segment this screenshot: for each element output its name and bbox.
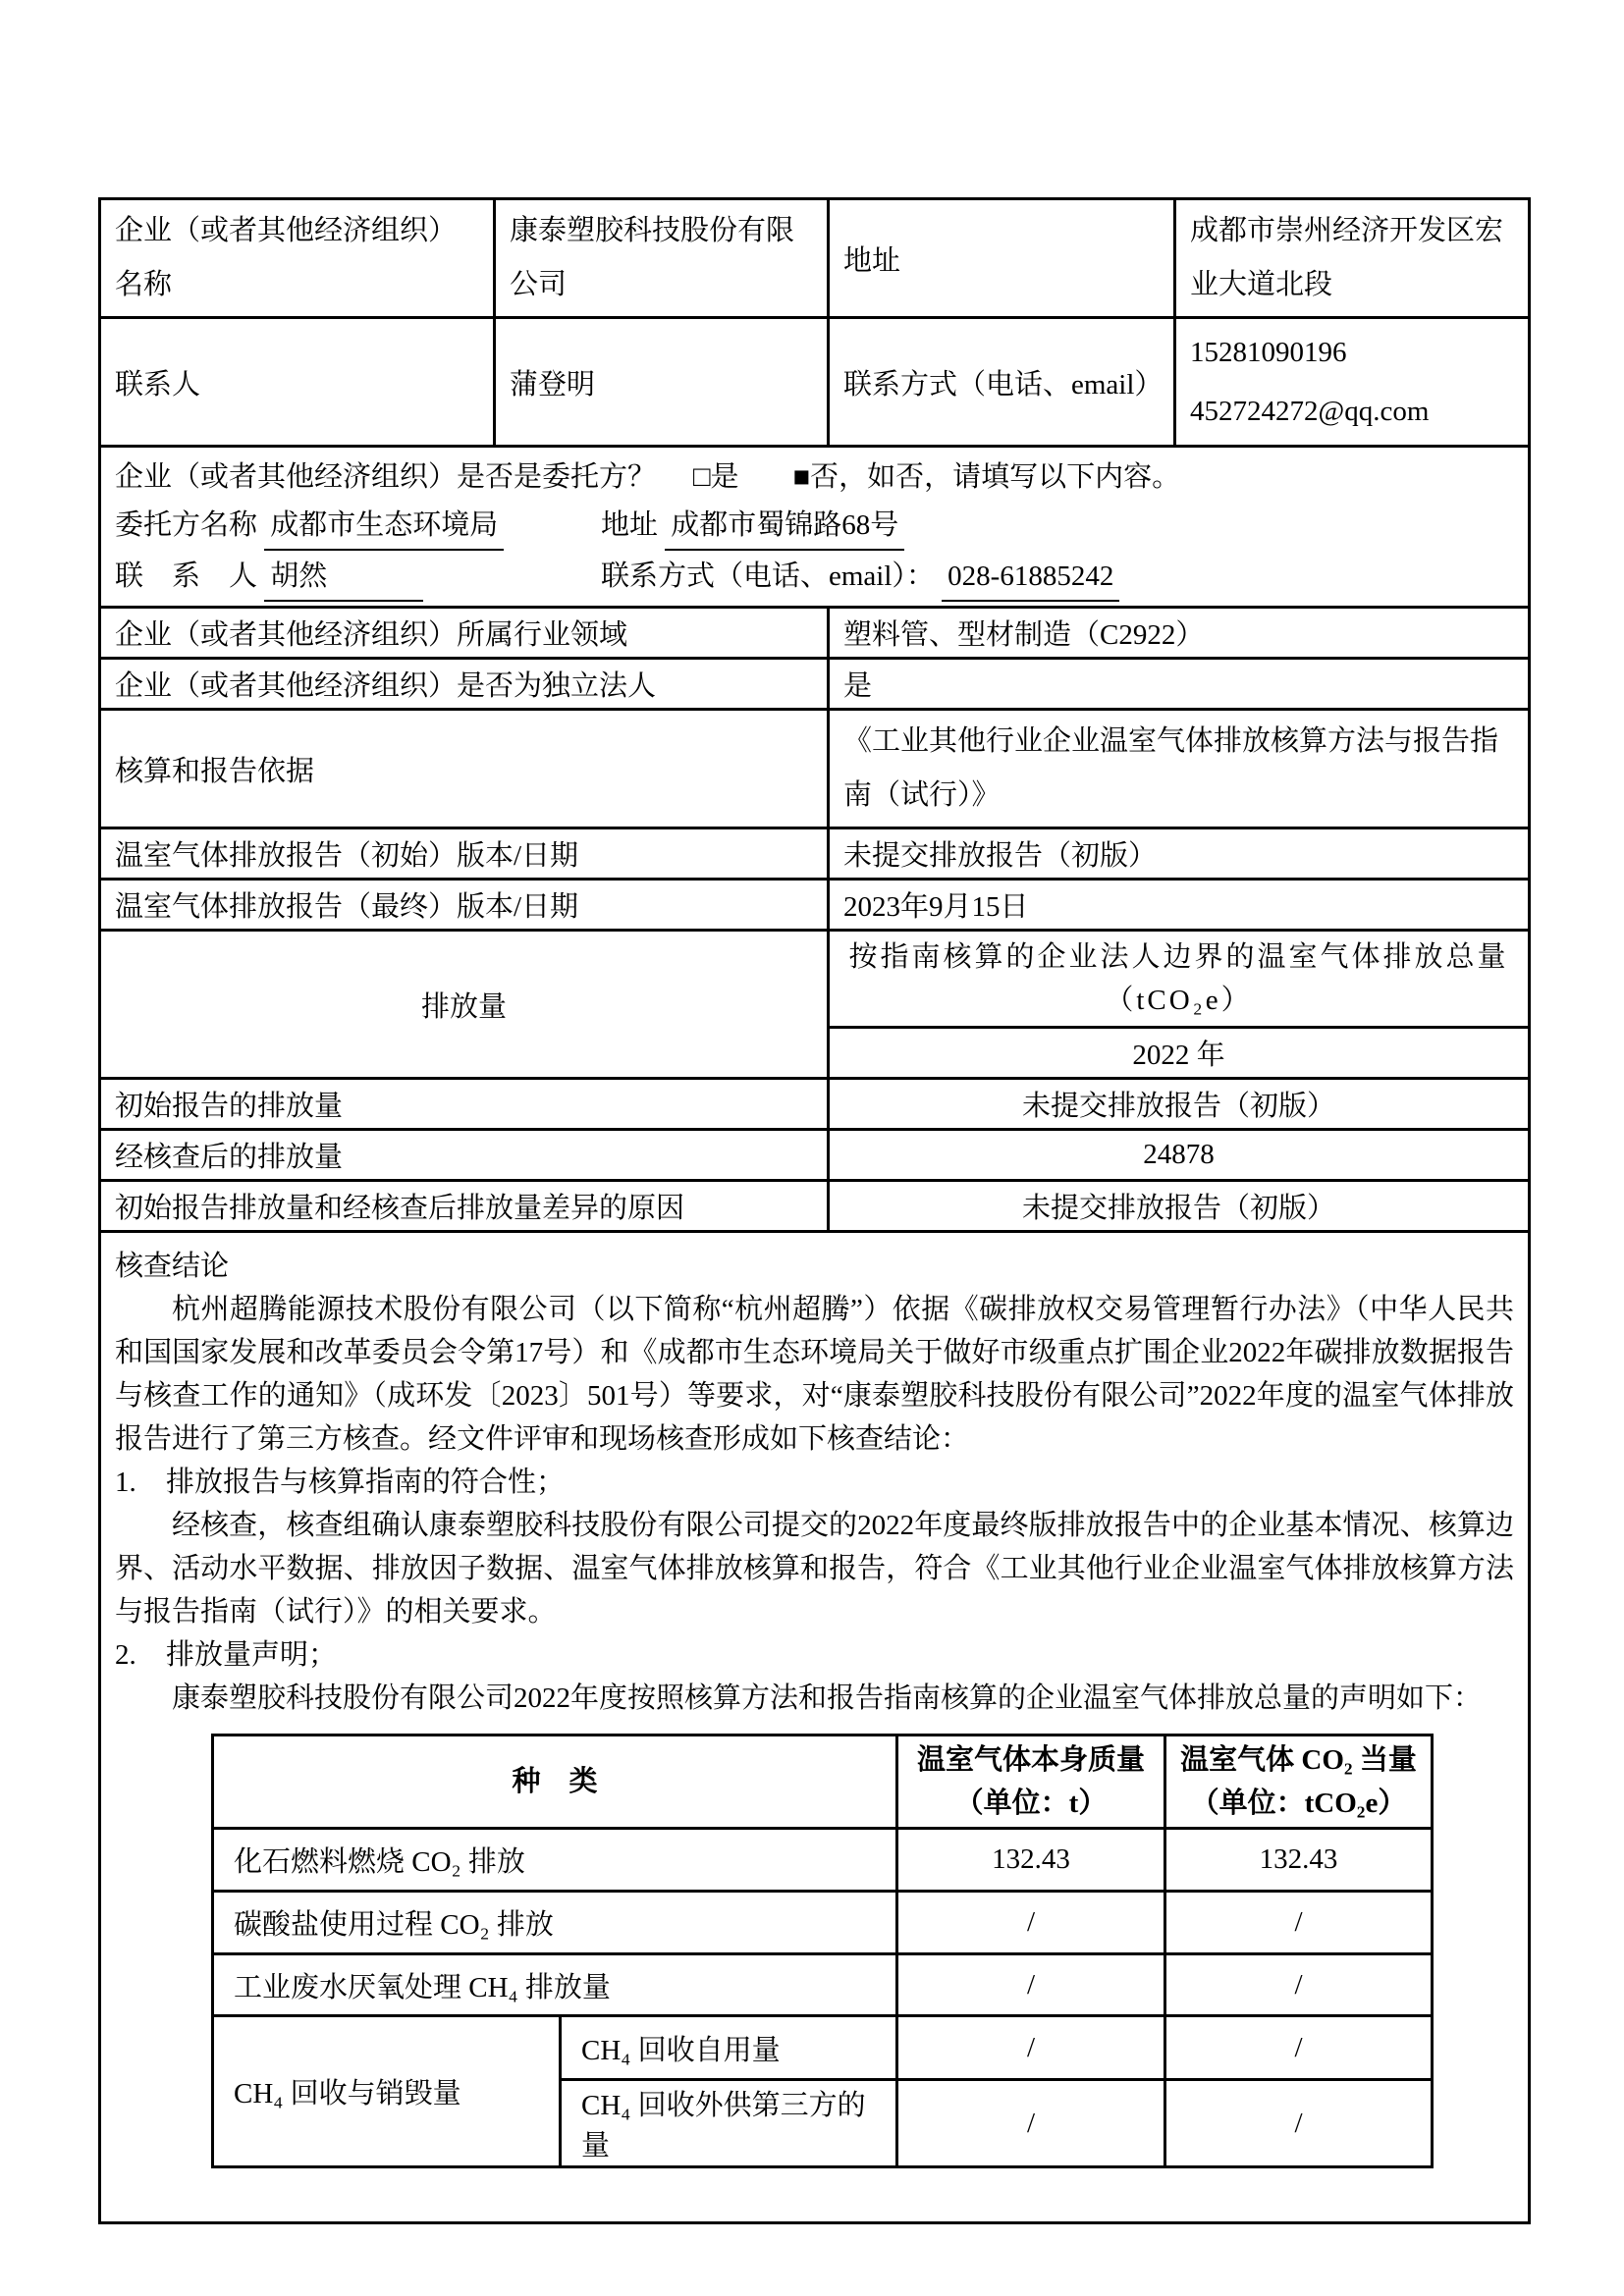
- checkbox-no-option: ■否，如否，请填写以下内容。: [792, 461, 1181, 493]
- client-name-line: [115, 504, 1514, 551]
- client-question: 企业（或者其他经济组织）是否是委托方？: [115, 461, 657, 493]
- conclusion-item-1: [115, 1461, 1514, 1504]
- initial-emission-value: 未提交排放报告（初版）: [829, 1079, 1530, 1130]
- item-2-number: 2.: [115, 1639, 136, 1671]
- client-contact-label: 联 系 人: [115, 561, 258, 592]
- industry-row: [100, 608, 1530, 659]
- client-question-line: [115, 455, 1514, 500]
- client-contact-group: [115, 555, 601, 602]
- client-contact-info-value: 028-61885242: [942, 555, 1119, 602]
- verified-emission-value: 24878: [829, 1130, 1530, 1181]
- ch4-self-use-label: CH₄ 回收自用量: [561, 2016, 897, 2080]
- species-header-mass: 温室气体本身质量（单位：t）: [897, 1735, 1165, 1829]
- ch4-recovery-group-label: CH₄ 回收与销毁量: [213, 2016, 561, 2167]
- initial-report-value: 未提交排放报告（初版）: [829, 828, 1530, 880]
- ch4-third-party-co2e: /: [1165, 2080, 1433, 2167]
- client-contact-info-group: [601, 555, 1119, 602]
- client-contact-line: [115, 555, 1514, 602]
- fossil-fuel-category: 化石燃料燃烧 CO₂ 排放: [213, 1829, 897, 1892]
- difference-reason-row: [100, 1181, 1530, 1232]
- initial-report-label: 温室气体排放报告（初始）版本/日期: [100, 828, 829, 880]
- emission-scope-header: 按指南核算的企业法人边界的温室气体排放总量（tCO₂e）: [829, 931, 1530, 1028]
- species-header-category: 种 类: [213, 1735, 897, 1829]
- carbonate-mass: /: [897, 1892, 1165, 1954]
- ch4-third-party-mass: /: [897, 2080, 1165, 2167]
- conclusion-cell: [100, 1232, 1530, 2223]
- wastewater-category: 工业废水厌氧处理 CH₄ 排放量: [213, 1954, 897, 2016]
- final-report-row: [100, 880, 1530, 931]
- contact-email: 452724272@qq.com: [1190, 396, 1430, 427]
- client-addr-value: 成都市蜀锦路68号: [665, 504, 904, 551]
- verified-emission-label: 经核查后的排放量: [100, 1130, 829, 1181]
- conclusion-paragraph-3: 康泰塑胶科技股份有限公司2022年度按照核算方法和报告指南核算的企业温室气体排放总量的声明如下：: [172, 1682, 1483, 1714]
- company-address-label: 地址: [829, 199, 1175, 318]
- contact-value: 蒲登明: [495, 318, 829, 447]
- verification-info-table: [98, 197, 1531, 2224]
- legal-entity-row: [100, 659, 1530, 710]
- contact-row: [100, 318, 1530, 447]
- accounting-basis-row: [100, 710, 1530, 828]
- difference-reason-label: 初始报告排放量和经核查后排放量差异的原因: [100, 1181, 829, 1232]
- accounting-basis-value: 《工业其他行业企业温室气体排放核算方法与报告指南（试行）》: [829, 710, 1530, 828]
- carbonate-category: 碳酸盐使用过程 CO₂ 排放: [213, 1892, 897, 1954]
- ch4-self-use-mass: /: [897, 2016, 1165, 2080]
- industry-label: 企业（或者其他经济组织）所属行业领域: [100, 608, 829, 659]
- contact-info-value: [1175, 318, 1530, 447]
- client-name-value: 成都市生态环境局: [264, 504, 504, 551]
- carbonate-co2e: /: [1165, 1892, 1433, 1954]
- conclusion-paragraph-1: 杭州超腾能源技术股份有限公司（以下简称“杭州超腾”）依据《碳排放权交易管理暂行办法》（中华人民共和国国家发展和改革委员会令第17号）和《成都市生态环境局关于做好市级重点扩围企业2022年碳排放数据报告与核查工作的通知》（成环发〔2023〕501号）等要求，对“康泰塑胶科技股份有限公司”2022年度的温室气体排放报告进行了第三方核查。经文件评审和现场核查形成如下核查结论：: [115, 1294, 1514, 1455]
- industry-value: 塑料管、型材制造（C2922）: [829, 608, 1530, 659]
- conclusion-paragraph-2: 经核查，核查组确认康泰塑胶科技股份有限公司提交的2022年度最终版排放报告中的企业基本情况、核算边界、活动水平数据、排放因子数据、温室气体排放核算和报告，符合《工业其他行业企业温室气体排放核算方法与报告指南（试行）》的相关要求。: [115, 1510, 1514, 1628]
- fossil-fuel-co2e: 132.43: [1165, 1829, 1433, 1892]
- carbonate-row: [213, 1892, 1433, 1954]
- checkbox-yes-option: □是: [693, 461, 739, 493]
- client-block-cell: [100, 447, 1530, 608]
- initial-emission-row: [100, 1079, 1530, 1130]
- emission-species-table: [211, 1734, 1434, 2168]
- initial-emission-label: 初始报告的排放量: [100, 1079, 829, 1130]
- conclusion-row: [100, 1232, 1530, 2223]
- client-addr-label: 地址: [601, 509, 659, 541]
- client-contact-value: 胡然: [264, 555, 423, 602]
- difference-reason-value: 未提交排放报告（初版）: [829, 1181, 1530, 1232]
- emission-amount-header-row: [100, 931, 1530, 1028]
- contact-label: 联系人: [100, 318, 495, 447]
- initial-report-row: [100, 828, 1530, 880]
- client-name-label: 委托方名称: [115, 509, 258, 541]
- emission-year: 2022 年: [829, 1028, 1530, 1079]
- fossil-fuel-row: [213, 1829, 1433, 1892]
- wastewater-row: [213, 1954, 1433, 2016]
- emission-amount-label: 排放量: [100, 931, 829, 1079]
- legal-entity-value: 是: [829, 659, 1530, 710]
- contact-info-label: 联系方式（电话、email）: [829, 318, 1175, 447]
- final-report-value: 2023年9月15日: [829, 880, 1530, 931]
- fossil-fuel-mass: 132.43: [897, 1829, 1165, 1892]
- client-contact-info-label: 联系方式（电话、email）：: [601, 561, 935, 592]
- wastewater-mass: /: [897, 1954, 1165, 2016]
- item-1-number: 1.: [115, 1467, 136, 1498]
- client-addr-group: [601, 504, 904, 551]
- verified-emission-row: [100, 1130, 1530, 1181]
- conclusion-item-2: [115, 1633, 1514, 1677]
- company-name-label: 企业（或者其他经济组织）名称: [100, 199, 495, 318]
- company-name-value: 康泰塑胶科技股份有限公司: [495, 199, 829, 318]
- legal-entity-label: 企业（或者其他经济组织）是否为独立法人: [100, 659, 829, 710]
- company-name-row: [100, 199, 1530, 318]
- item-2-text: 排放量声明；: [166, 1639, 338, 1671]
- final-report-label: 温室气体排放报告（最终）版本/日期: [100, 880, 829, 931]
- item-1-text: 排放报告与核算指南的符合性；: [166, 1467, 566, 1498]
- conclusion-title: 核查结论: [115, 1251, 230, 1282]
- accounting-basis-label: 核算和报告依据: [100, 710, 829, 828]
- ch4-self-use-row: [213, 2016, 1433, 2080]
- wastewater-co2e: /: [1165, 1954, 1433, 2016]
- species-header-co2e: 温室气体 CO₂ 当量（单位：tCO₂e）: [1165, 1735, 1433, 1829]
- contact-phone: 15281090196: [1190, 337, 1347, 368]
- ch4-third-party-label: CH₄ 回收外供第三方的量: [561, 2080, 897, 2167]
- ch4-self-use-co2e: /: [1165, 2016, 1433, 2080]
- client-block-row: [100, 447, 1530, 608]
- species-header-row: [213, 1735, 1433, 1829]
- company-address-value: 成都市崇州经济开发区宏业大道北段: [1175, 199, 1530, 318]
- client-name-group: [115, 504, 601, 551]
